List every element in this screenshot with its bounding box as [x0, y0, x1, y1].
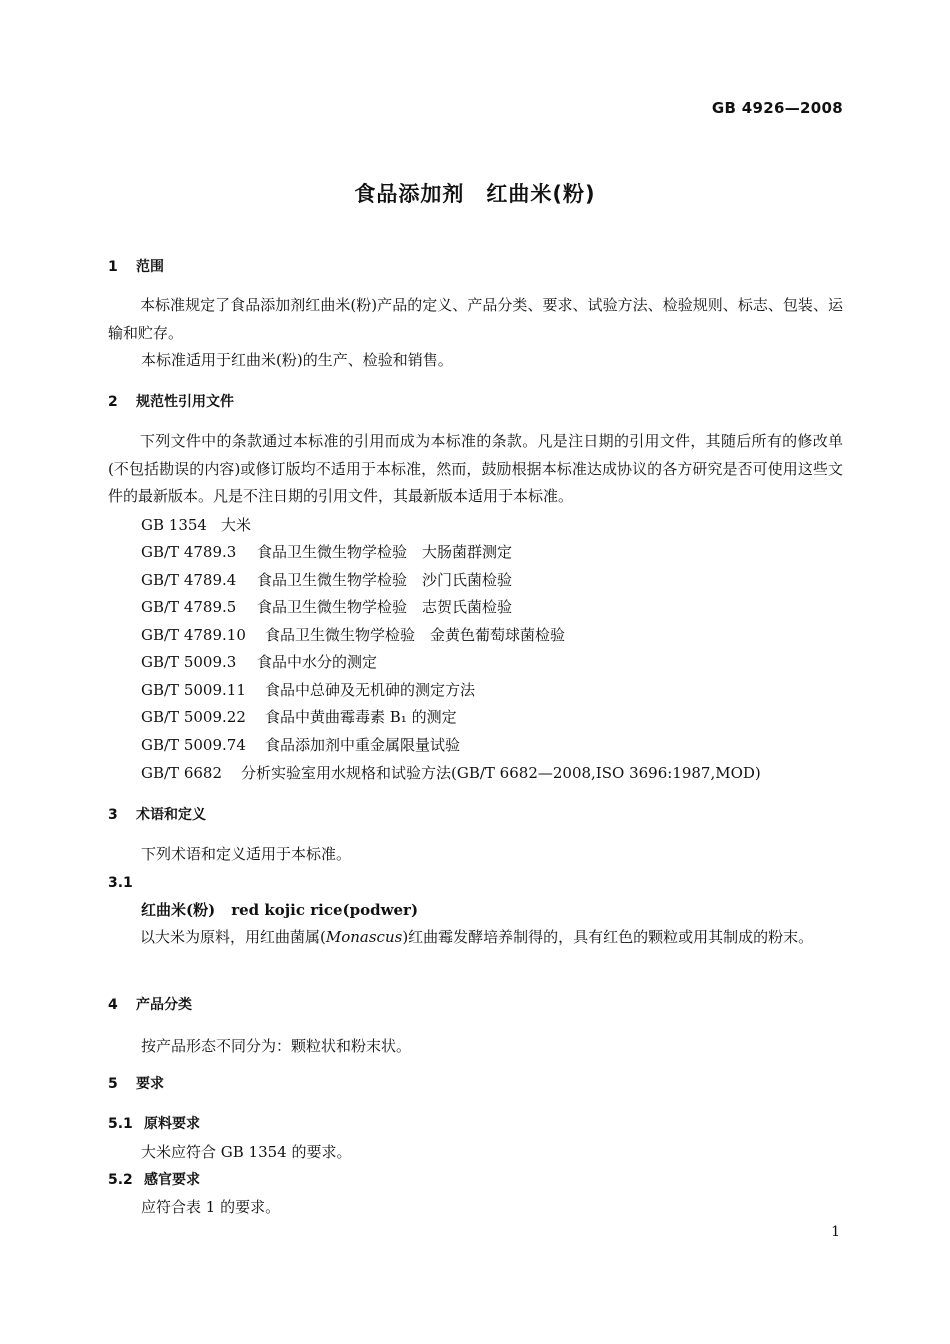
reference-code: GB/T 5009.11: [141, 681, 246, 699]
sensory-text: 应符合表 1 的要求。: [141, 1198, 281, 1216]
scope-paragraph-2: 本标准适用于红曲米(粉)的生产、检验和销售。: [141, 351, 453, 369]
section-5-heading: [108, 1077, 164, 1091]
standard-code: GB 4926—2008: [711, 99, 843, 117]
section-number: 2: [108, 394, 118, 410]
section-title: 产品分类: [136, 997, 192, 1013]
section-2-heading: [108, 395, 234, 409]
reference-title: 食品卫生微生物学检验 沙门氏菌检验: [257, 571, 513, 589]
reference-item: [141, 545, 512, 560]
reference-code: GB/T 5009.3: [141, 653, 237, 671]
reference-title: 食品中水分的测定: [257, 653, 378, 671]
genus-name: Monascus: [325, 928, 403, 946]
document-title: 食品添加剂 红曲米(粉): [354, 182, 596, 206]
reference-code: GB/T 5009.74: [141, 736, 246, 754]
section-number: 3: [108, 807, 118, 823]
section-number: 5.2: [108, 1172, 133, 1188]
section-1-heading: [108, 260, 164, 274]
reference-item: [141, 600, 512, 615]
reference-item: [141, 766, 761, 781]
reference-item: [141, 683, 475, 698]
section-4-heading: [108, 998, 192, 1012]
terms-intro: 下列术语和定义适用于本标准。: [141, 845, 352, 863]
scope-paragraph-1: 本标准规定了食品添加剂红曲米(粉)产品的定义、产品分类、要求、试验方法、检验规则、标志、包装、运输和贮存。: [108, 296, 843, 342]
reference-code: GB 1354: [141, 516, 207, 534]
section-title: 范围: [136, 259, 164, 275]
section-3-heading: [108, 808, 206, 822]
section-title: 要求: [136, 1076, 164, 1092]
reference-title: 大米: [221, 516, 252, 534]
definition-text: 以大米为原料，用红曲菌属(: [140, 928, 326, 946]
reference-code: GB/T 4789.3: [141, 543, 237, 561]
reference-title: 食品卫生微生物学检验 志贺氏菌检验: [257, 598, 513, 616]
reference-item: [141, 628, 565, 643]
section-title: 原料要求: [144, 1116, 200, 1132]
section-number: 4: [108, 997, 118, 1013]
section-5-2-heading: [108, 1173, 200, 1187]
term-definition: [108, 924, 843, 952]
reference-code: GB/T 6682: [141, 764, 223, 782]
classification-text: 按产品形态不同分为：颗粒状和粉末状。: [141, 1037, 412, 1055]
section-title: 术语和定义: [136, 807, 206, 823]
reference-item: [141, 518, 251, 533]
reference-item: [141, 738, 460, 753]
reference-code: GB/T 4789.4: [141, 571, 237, 589]
reference-code: GB/T 5009.22: [141, 708, 246, 726]
reference-item: [141, 710, 457, 725]
definition-text: )红曲霉发酵培养制得的，具有红色的颗粒或用其制成的粉末。: [402, 928, 814, 946]
reference-title: 食品中黄曲霉毒素 B₁ 的测定: [265, 708, 457, 726]
reference-title: 食品卫生微生物学检验 大肠菌群测定: [257, 543, 513, 561]
reference-item: [141, 573, 512, 588]
section-title: 感官要求: [144, 1172, 200, 1188]
reference-title: 食品卫生微生物学检验 金黄色葡萄球菌检验: [265, 626, 566, 644]
section-number: 1: [108, 259, 118, 275]
reference-title: 食品添加剂中重金属限量试验: [265, 736, 461, 754]
clause-3-1-number: 3.1: [108, 875, 133, 891]
section-title: 规范性引用文件: [136, 394, 234, 410]
term-english: red kojic rice(podwer): [231, 901, 419, 919]
reference-item: [141, 655, 377, 670]
reference-code: GB/T 4789.10: [141, 626, 246, 644]
normative-intro: 下列文件中的条款通过本标准的引用而成为本标准的条款。凡是注日期的引用文件，其随后所有的修改单(不包括勘误的内容)或修订版均不适用于本标准，然而，鼓励根据本标准达成协议的各方研究是否可使用这些文件的最新版本。凡是不注日期的引用文件，其最新版本适用于本标准。: [108, 432, 843, 505]
page-number: 1: [831, 1224, 840, 1240]
term-heading: [141, 903, 418, 918]
raw-material-text: 大米应符合 GB 1354 的要求。: [141, 1143, 352, 1161]
section-number: 5: [108, 1076, 118, 1092]
reference-title: 分析实验室用水规格和试验方法(GB/T 6682—2008,ISO 3696:1987,MOD): [241, 764, 761, 782]
term-chinese: 红曲米(粉): [141, 901, 216, 919]
reference-code: GB/T 4789.5: [141, 598, 237, 616]
section-5-1-heading: [108, 1117, 200, 1131]
reference-title: 食品中总砷及无机砷的测定方法: [265, 681, 476, 699]
section-number: 5.1: [108, 1116, 133, 1132]
